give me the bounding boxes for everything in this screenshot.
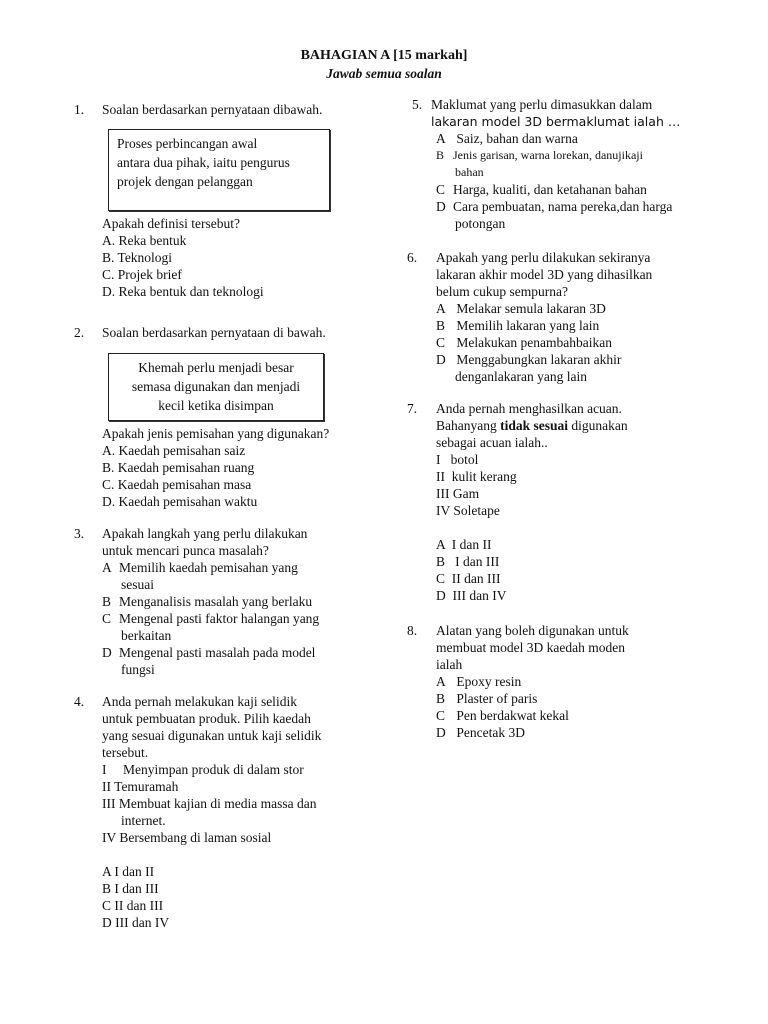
question-number: 3. <box>74 526 85 541</box>
answer-option: A I dan II <box>102 864 155 879</box>
question-4 <box>74 693 374 931</box>
stem-emphasis: tidak sesuai <box>500 418 569 433</box>
answer-option <box>102 610 374 644</box>
option-text: Memilih kaedah pemisahan yang <box>119 560 298 575</box>
option-key: B <box>436 148 445 162</box>
option-key: D <box>102 645 112 660</box>
option-key: B <box>102 594 112 609</box>
answer-option <box>436 351 737 385</box>
option-key: D <box>436 199 446 214</box>
item-text: Temuramah <box>114 779 179 794</box>
answer-option <box>436 707 737 724</box>
statement-item <box>102 778 374 795</box>
statement-item <box>102 829 374 846</box>
question-number: 8. <box>407 623 418 638</box>
statement-item <box>102 795 374 829</box>
right-column <box>407 96 737 756</box>
question-2 <box>74 324 374 510</box>
option-key: A <box>436 131 446 146</box>
question-stem: Anda pernah menghasilkan acuan. <box>436 401 622 416</box>
section-header <box>0 47 768 82</box>
option-text: Cara pembuatan, nama pereka,dan harga <box>453 199 673 214</box>
answer-option <box>436 300 737 317</box>
statement-line: antara dua pihak, iaitu pengurus <box>117 155 290 170</box>
answer-option: C II dan III <box>436 571 501 586</box>
answer-option: C. Kaedah pemisahan masa <box>102 477 252 492</box>
question-stem: Soalan berdasarkan pernyataan dibawah. <box>102 102 323 117</box>
item-text: Menyimpan produk di dalam stor <box>123 762 304 777</box>
question-prompt: Apakah definisi tersebut? <box>102 216 240 231</box>
answer-option <box>102 559 374 593</box>
statement-box <box>108 353 324 421</box>
option-text-cont: berkaitan <box>121 628 172 643</box>
question-8 <box>407 622 737 741</box>
question-stem: sebagai acuan ialah.. <box>436 435 548 450</box>
item-key: I <box>102 762 107 777</box>
question-stem: untuk mencari punca masalah? <box>102 543 269 558</box>
statement-line: kecil ketika disimpan <box>158 398 274 413</box>
item-text: Bersembang di laman sosial <box>119 830 272 845</box>
option-text: Saiz, bahan dan warna <box>456 131 578 146</box>
option-key: A <box>102 560 112 575</box>
option-key: C <box>436 335 446 350</box>
question-stem: Apakah langkah yang perlu dilakukan <box>102 526 308 541</box>
answer-option: C II dan III <box>102 898 164 913</box>
item-text: Membuat kajian di media massa dan <box>118 796 317 811</box>
option-text: Menganalisis masalah yang berlaku <box>119 594 313 609</box>
statement-item: III Gam <box>436 486 480 501</box>
question-number: 2. <box>74 325 85 340</box>
option-key: D <box>436 352 446 367</box>
question-stem: Anda pernah melakukan kaji selidik <box>102 694 297 709</box>
answer-option: C. Projek brief <box>102 267 182 282</box>
question-5 <box>407 96 737 232</box>
question-prompt: Apakah jenis pemisahan yang digunakan? <box>102 426 330 441</box>
question-stem: Alatan yang boleh digunakan untuk <box>436 623 629 638</box>
answer-option <box>436 181 737 198</box>
stem-text: Bahanyang <box>436 418 497 433</box>
answer-option: D. Reka bentuk dan teknologi <box>102 284 264 299</box>
question-1 <box>74 101 374 300</box>
statement-line: Khemah perlu menjadi besar <box>138 360 294 375</box>
item-text-cont: internet. <box>121 813 166 828</box>
question-stem: untuk pembuatan produk. Pilih kaedah <box>102 711 311 726</box>
answer-option <box>436 724 737 741</box>
answer-option: D. Kaedah pemisahan waktu <box>102 494 258 509</box>
answer-option <box>436 317 737 334</box>
spacer <box>102 846 374 863</box>
option-text: Pencetak 3D <box>456 725 525 740</box>
option-text: Harga, kualiti, dan ketahanan bahan <box>453 182 647 197</box>
answer-option: B I dan III <box>436 554 500 569</box>
question-stem: lakaran model 3D bermaklumat ialah … <box>431 114 681 129</box>
option-text: Melakar semula lakaran 3D <box>456 301 606 316</box>
question-number: 4. <box>74 694 85 709</box>
item-key: III <box>102 796 116 811</box>
option-text-cont: sesuai <box>121 577 154 592</box>
answer-option: D III dan IV <box>102 915 170 930</box>
answer-option: B. Kaedah pemisahan ruang <box>102 460 255 475</box>
answer-option <box>436 130 737 147</box>
question-stem: ialah <box>436 657 463 672</box>
option-text-cont: bahan <box>455 165 484 179</box>
option-text-cont: potongan <box>455 216 506 231</box>
statement-item <box>102 761 374 778</box>
answer-option <box>436 690 737 707</box>
question-stem: belum cukup sempurna? <box>436 284 568 299</box>
statement-item: IV Soletape <box>436 503 500 518</box>
option-text: Menggabungkan lakaran akhir <box>456 352 622 367</box>
question-6 <box>407 249 737 385</box>
option-text: Melakukan penambahbaikan <box>456 335 612 350</box>
stem-text: digunakan <box>571 418 628 433</box>
question-7 <box>407 400 737 604</box>
statement-box <box>108 129 330 211</box>
option-text: Jenis garisan, warna lorekan, danujikaji <box>453 148 643 162</box>
option-key: C <box>436 708 446 723</box>
spacer <box>436 519 737 536</box>
answer-option <box>436 198 737 232</box>
answer-option: A. Reka bentuk <box>102 233 187 248</box>
question-stem: membuat model 3D kaedah moden <box>436 640 625 655</box>
answer-option: D III dan IV <box>436 588 507 603</box>
question-stem: Apakah yang perlu dilakukan sekiranya <box>436 250 651 265</box>
option-text-cont: fungsi <box>121 662 155 677</box>
question-number: 1. <box>74 102 85 117</box>
question-number: 5. <box>412 97 423 112</box>
option-text-cont: denganlakaran yang lain <box>455 369 587 384</box>
item-key: II <box>102 779 111 794</box>
answer-option <box>436 334 737 351</box>
option-text: Plaster of paris <box>456 691 538 706</box>
answer-option <box>102 593 374 610</box>
option-key: C <box>436 182 446 197</box>
statement-line: semasa digunakan dan menjadi <box>131 379 301 394</box>
option-text: Epoxy resin <box>456 674 522 689</box>
option-key: B <box>436 318 446 333</box>
section-instruction: Jawab semua soalan <box>326 66 442 81</box>
question-number: 6. <box>407 250 418 265</box>
option-text: Mengenal pasti masalah pada model <box>119 645 316 660</box>
question-stem: Maklumat yang perlu dimasukkan dalam <box>431 97 653 112</box>
option-text: Pen berdakwat kekal <box>456 708 569 723</box>
option-key: A <box>436 674 446 689</box>
question-stem <box>436 417 737 434</box>
answer-option: A. Kaedah pemisahan saiz <box>102 443 246 458</box>
question-number: 7. <box>407 401 418 416</box>
item-key: IV <box>102 830 117 845</box>
section-title: BAHAGIAN A [15 markah] <box>300 48 468 63</box>
statement-line: projek dengan pelanggan <box>117 174 253 189</box>
question-stem: lakaran akhir model 3D yang dihasilkan <box>436 267 653 282</box>
option-key: C <box>102 611 112 626</box>
left-column <box>74 101 374 946</box>
answer-option: A I dan II <box>436 537 492 552</box>
answer-option <box>436 147 737 181</box>
answer-option <box>436 673 737 690</box>
option-key: A <box>436 301 446 316</box>
answer-option: B. Teknologi <box>102 250 173 265</box>
question-stem: Soalan berdasarkan pernyataan di bawah. <box>102 325 326 340</box>
question-stem: yang sesuai digunakan untuk kaji selidik <box>102 728 322 743</box>
question-stem: tersebut. <box>102 745 149 760</box>
option-text: Memilih lakaran yang lain <box>456 318 600 333</box>
answer-option: B I dan III <box>102 881 159 896</box>
option-key: B <box>436 691 446 706</box>
statement-item: II kulit kerang <box>436 469 517 484</box>
question-3 <box>74 525 374 678</box>
statement-line: Proses perbincangan awal <box>117 136 258 151</box>
answer-option <box>102 644 374 678</box>
option-key: D <box>436 725 446 740</box>
option-text: Mengenal pasti faktor halangan yang <box>119 611 320 626</box>
statement-item: I botol <box>436 452 479 467</box>
